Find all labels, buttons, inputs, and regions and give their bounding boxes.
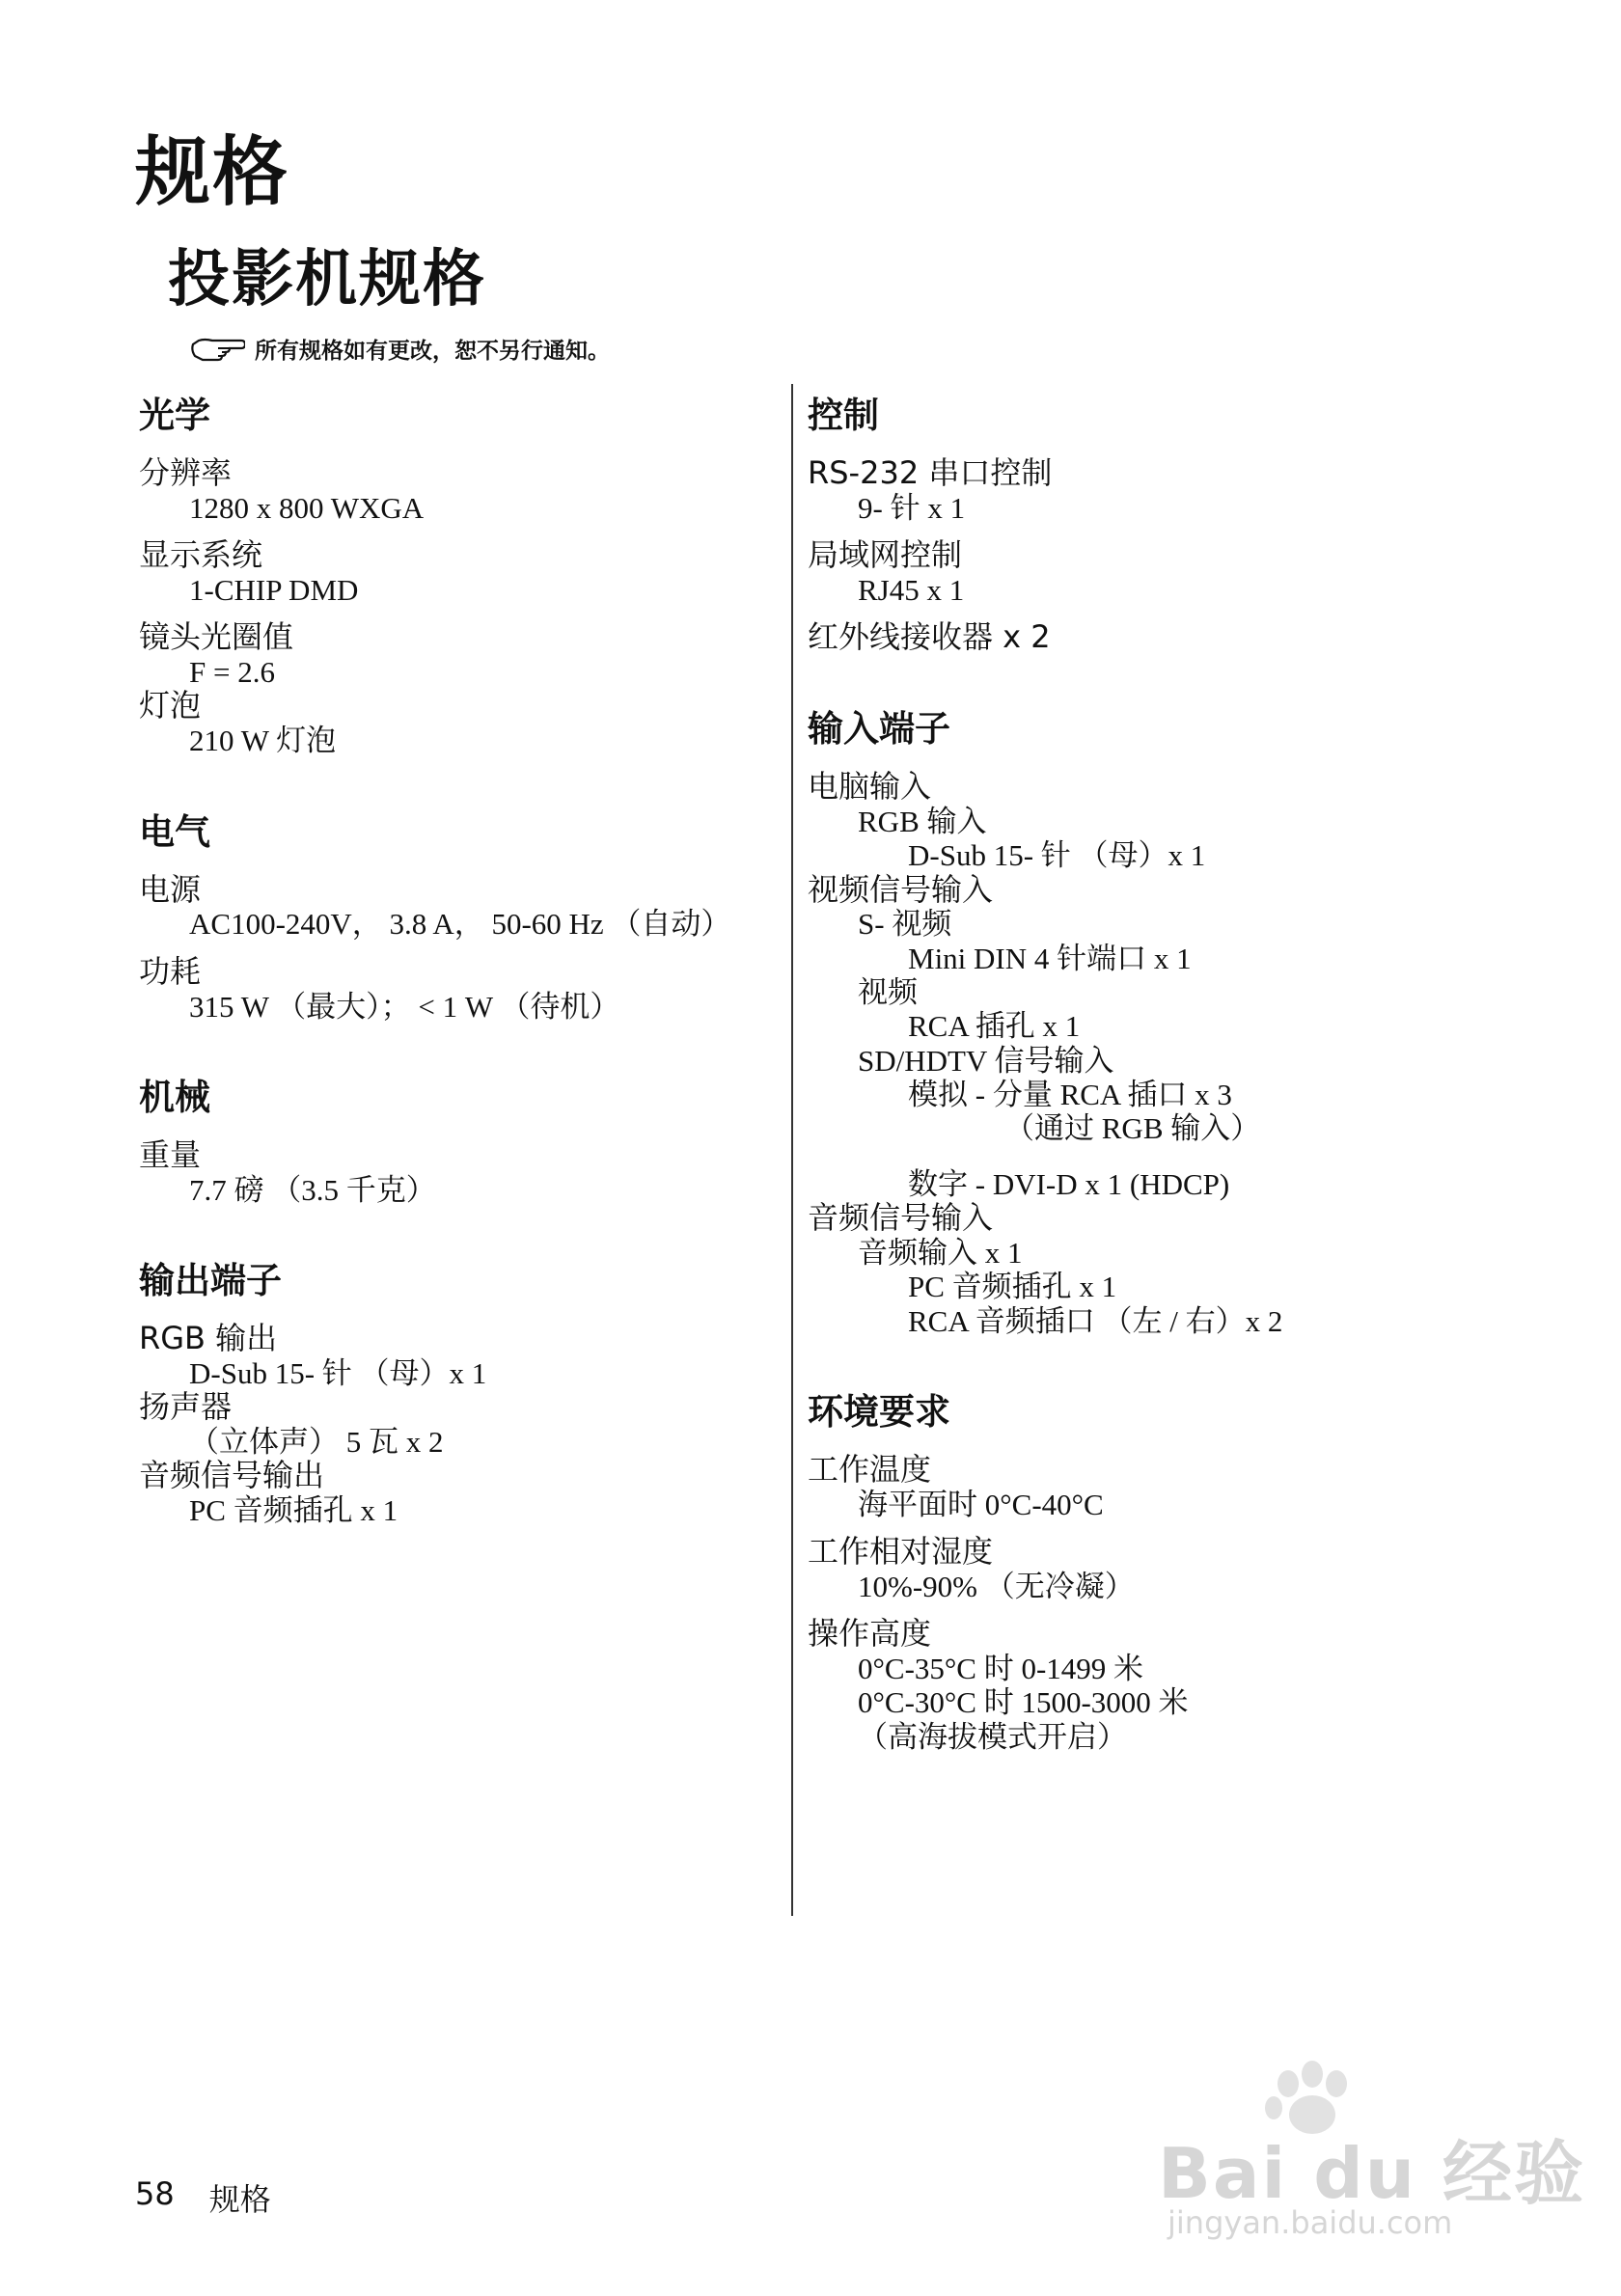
spec-section-title: 机械 [139,1076,210,1118]
spec-value: RGB 输入 [858,804,987,838]
spec-label: 显示系统 [139,536,263,574]
spec-section-title: 环境要求 [808,1390,950,1433]
spec-value: D-Sub 15- 针 （母）x 1 [189,1355,487,1390]
spec-label: 音频信号输出 [139,1457,325,1494]
spec-section [808,708,1425,1338]
spec-value: SD/HDTV 信号输入 [858,1043,1114,1078]
spec-value: （高海拔模式开启） [858,1719,1127,1754]
spec-value: 音频输入 x 1 [858,1235,1023,1270]
spec-value: 10%-90% （无冷凝） [858,1569,1135,1603]
spec-value: F = 2.6 [189,655,275,690]
spec-section [808,1390,1425,1754]
spec-section [139,1260,776,1528]
page-title: 规格 [135,129,290,216]
footer [135,2175,271,2220]
spec-value: （立体声） 5 瓦 x 2 [189,1425,444,1460]
spec-value: 210 W 灯泡 [189,724,337,758]
spec-value: 模拟 - 分量 RCA 插口 x 3 [908,1078,1232,1112]
spec-label: 电源 [139,870,202,908]
spec-label: 局域网控制 [808,536,963,574]
spec-value: 0°C-30°C 时 1500-3000 米 [858,1685,1189,1720]
spec-value: 315 W （最大）； < 1 W （待机） [189,989,620,1024]
spec-section-title: 控制 [808,395,879,436]
spec-label: 红外线接收器 x 2 [808,618,1051,656]
spec-label: 扬声器 [139,1388,233,1426]
watermark-brand: Bai du 经验 [1158,2133,1586,2214]
spec-value: S- 视频 [858,907,952,942]
page-number: 58 [135,2175,175,2212]
right-column [808,390,1425,1810]
spec-label: 重量 [139,1135,202,1173]
spec-value: 1280 x 800 WXGA [189,490,425,525]
spec-value: D-Sub 15- 针 （母）x 1 [908,838,1206,873]
spec-label: 镜头光圈值 [139,618,294,656]
spec-value: Mini DIN 4 针端口 x 1 [908,941,1192,975]
spec-section [139,397,776,758]
spec-label: 工作温度 [808,1450,932,1488]
pointing-hand-icon [189,335,245,364]
spec-label: 音频信号输入 [808,1199,994,1237]
column-divider [791,384,793,1916]
section-title: 投影机规格 [168,244,486,315]
spec-label: 功耗 [139,952,202,990]
spec-label: RS-232 串口控制 [808,454,1053,491]
spec-value: 7.7 磅 （3.5 千克） [189,1172,436,1207]
spec-section-title: 光学 [139,395,210,436]
spec-value: RCA 音频插口 （左 / 右）x 2 [908,1303,1283,1338]
spec-value: 数字 - DVI-D x 1 (HDCP) [908,1166,1230,1201]
spec-label: 灯泡 [139,687,202,724]
spec-label: 视频信号输入 [808,870,994,908]
spec-label: 分辨率 [139,454,233,491]
note [189,333,610,365]
spec-value: PC 音频插孔 x 1 [908,1270,1117,1304]
spec-value: RJ45 x 1 [858,572,965,607]
spec-value: PC 音频插孔 x 1 [189,1493,398,1528]
spec-value: 0°C-35°C 时 0-1499 米 [858,1652,1144,1686]
spec-section-title: 输入端子 [808,708,950,751]
left-column [139,390,776,1584]
spec-section [139,1076,776,1207]
spec-section [139,810,776,1024]
note-text: 所有规格如有更改，恕不另行通知。 [255,339,610,364]
watermark-url: jingyan.baidu.com [1168,2204,1453,2241]
spec-label: 电脑输入 [808,768,932,806]
spec-section [808,397,1425,655]
spec-label: 操作高度 [808,1615,932,1653]
spec-section-title: 输出端子 [139,1260,282,1302]
spec-label: RGB 输出 [139,1320,278,1357]
spec-section-title: 电气 [139,810,210,853]
spec-value: 视频 [858,975,918,1010]
spec-value: 海平面时 0°C-40°C [858,1487,1104,1521]
spec-value: 1-CHIP DMD [189,572,359,607]
spec-value: 9- 针 x 1 [858,490,966,525]
spec-value: RCA 插孔 x 1 [908,1009,1081,1044]
footer-label: 规格 [208,2181,271,2218]
spec-value: （通过 RGB 输入） [1004,1111,1261,1146]
spec-value: AC100-240V， 3.8 A， 50-60 Hz （自动） [189,907,731,942]
spec-label: 工作相对湿度 [808,1533,994,1571]
